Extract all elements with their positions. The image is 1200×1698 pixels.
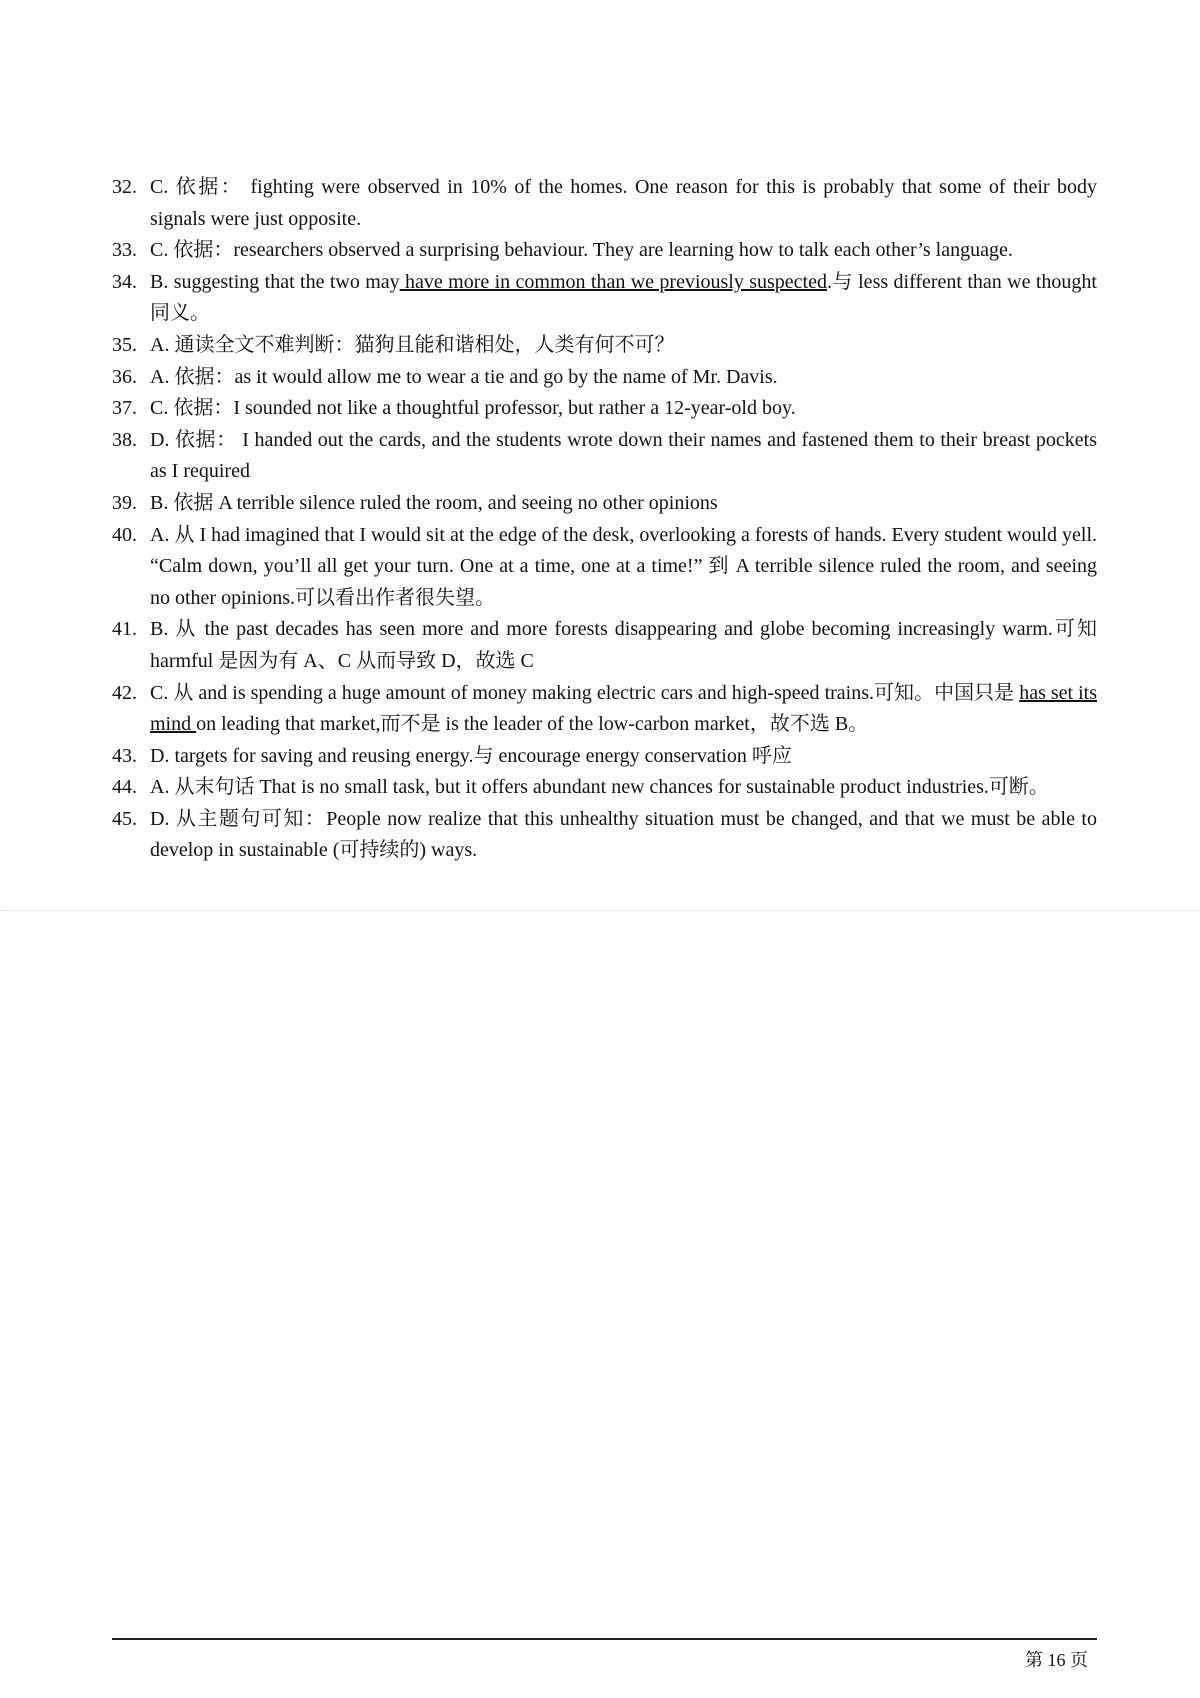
item-text: A. 从末句话 That is no small task, but it offers abundant new chances for sustainable product industries.可断。 <box>150 776 1049 799</box>
answer-item-32 <box>112 172 1097 235</box>
answer-list <box>112 172 1097 867</box>
answer-item-35 <box>112 330 1097 362</box>
answer-item-44 <box>112 772 1097 804</box>
answer-item-37 <box>112 393 1097 425</box>
text-segment: B. suggesting that the two may <box>150 270 400 293</box>
item-text: A. 通读全文不难判断：猫狗且能和谐相处，人类有何不可？ <box>150 333 675 356</box>
item-number: 37. <box>112 397 137 420</box>
answer-item-39 <box>112 488 1097 520</box>
answer-item-40 <box>112 520 1097 615</box>
answer-item-45 <box>112 804 1097 867</box>
item-text: C. 依据：researchers observed a surprising behaviour. They are learning how to talk each other’s language. <box>150 239 1013 262</box>
answer-item-33 <box>112 235 1097 267</box>
item-number: 44. <box>112 776 137 799</box>
text-segment: on leading that market,而不是 is the leader of the low-carbon market，故不选 B。 <box>196 713 869 736</box>
item-number: 33. <box>112 239 137 262</box>
answer-item-36 <box>112 362 1097 394</box>
item-number: 39. <box>112 491 137 514</box>
answer-item-42 <box>112 678 1097 741</box>
item-number: 42. <box>112 681 137 704</box>
item-text: C. 依据：I sounded not like a thoughtful professor, but rather a 12-year-old boy. <box>150 397 796 420</box>
item-number: 32. <box>112 176 137 198</box>
item-text: B. 从 the past decades has seen more and more forests disappearing and globe becoming increasingly warm.可知 harmful 是因为有 A、C 从而导致 D，故选 C <box>150 618 1097 672</box>
item-number: 43. <box>112 744 137 767</box>
item-text: A. 从 I had imagined that I would sit at the edge of the desk, overlooking a forests of hands. Every student would yell. “Calm down, you’ll all get your turn. One at a time, one at a time!” 到 A terrible silence ruled the room, and seeing no other opinions.可以看出作者很失望。 <box>150 523 1098 609</box>
item-number: 40. <box>112 523 137 546</box>
item-number: 35. <box>112 333 137 356</box>
answer-item-38 <box>112 425 1097 488</box>
section-divider <box>0 910 1200 911</box>
text-segment: C. 从 and is spending a huge amount of money making electric cars and high-speed trains.可知。中国只是 <box>150 681 1020 704</box>
item-number: 34. <box>112 270 137 293</box>
item-text: D. 依据： I handed out the cards, and the students wrote down their names and fastened them to their breast pockets as I required <box>150 428 1097 483</box>
item-text: A. 依据：as it would allow me to wear a tie and go by the name of Mr. Davis. <box>150 365 778 388</box>
underlined-text: have more in common than we previously suspected <box>399 270 827 293</box>
answer-item-34 <box>112 267 1097 330</box>
answer-item-43 <box>112 741 1097 773</box>
item-text: D. 从主题句可知：People now realize that this unhealthy situation must be changed, and that we must be able to develop in sustainable (可持续的) ways. <box>150 807 1097 862</box>
answer-item-41 <box>112 614 1097 677</box>
underlined-text: has set its mind <box>150 681 1097 736</box>
text-segment: .与 less different than we thought 同义。 <box>150 270 1097 325</box>
item-text <box>150 267 1097 330</box>
footer-rule <box>112 1638 1097 1640</box>
item-text: D. targets for saving and reusing energy.与 encourage energy conservation 呼应 <box>150 744 792 767</box>
item-text: C. 依据： fighting were observed in 10% of the homes. One reason for this is probably that some of their body signals were just opposite. <box>150 176 1097 230</box>
item-number: 38. <box>112 428 137 451</box>
item-number: 45. <box>112 807 137 830</box>
item-text <box>150 678 1097 741</box>
page-number: 第 16 页 <box>1025 1650 1088 1670</box>
item-number: 41. <box>112 618 137 641</box>
item-text: B. 依据 A terrible silence ruled the room, and seeing no other opinions <box>150 491 718 514</box>
item-number: 36. <box>112 365 137 388</box>
